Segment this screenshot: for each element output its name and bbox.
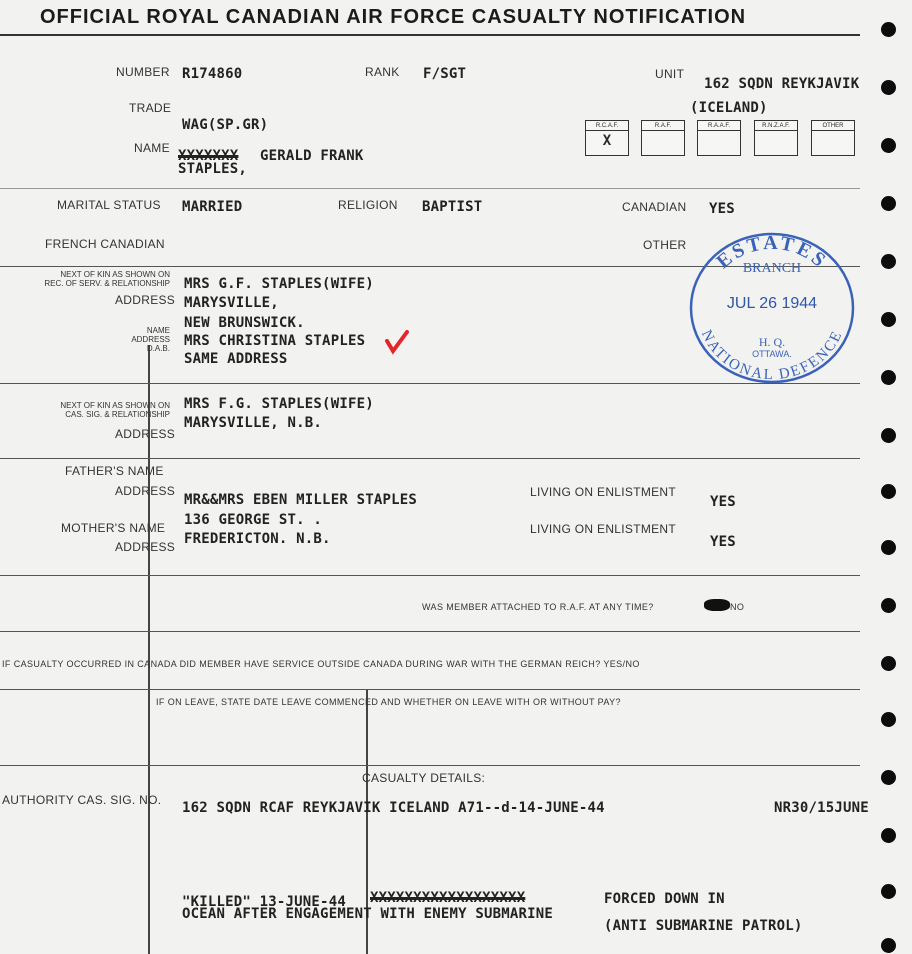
mother-living-value: YES: [710, 534, 736, 550]
crossed-out-text: XXXXXXXXXXXXXXXXXX: [370, 890, 526, 906]
document-title: OFFICIAL ROYAL CANADIAN AIR FORCE CASUALTY NOTIFICATION: [40, 6, 747, 28]
killed-text: "KILLED" 13-JUNE-44: [182, 894, 346, 910]
service-box-label: R.N.Z.A.F.: [755, 122, 797, 131]
number-label: NUMBER: [116, 65, 170, 79]
religion-value: BAPTIST: [422, 199, 483, 215]
nok-address-line1: MARYSVILLE,: [184, 295, 279, 311]
binder-hole: [881, 196, 896, 211]
casualty-details-label: CASUALTY DETAILS:: [362, 771, 486, 785]
mother-name-label: MOTHER'S NAME: [61, 521, 166, 535]
nok-service-value: MRS G.F. STAPLES(WIFE): [184, 276, 374, 292]
nok-cas-value: MRS F.G. STAPLES(WIFE): [184, 396, 374, 412]
details-line2: OCEAN AFTER ENGAGEMENT WITH ENEMY SUBMARINE: [182, 906, 554, 922]
binder-hole: [881, 254, 896, 269]
marital-status-value: MARRIED: [182, 199, 243, 215]
father-address-label: ADDRESS: [115, 484, 176, 498]
binder-hole: [881, 80, 896, 95]
marital-status-label: MARITAL STATUS: [57, 198, 161, 212]
binder-hole: [881, 884, 896, 899]
nok-cas-address-label: ADDRESS: [115, 427, 176, 441]
service-box-label: R.A.F.: [642, 122, 684, 131]
name-value-line2: STAPLES,: [178, 161, 248, 177]
raf-attached-question: WAS MEMBER ATTACHED TO R.A.F. AT ANY TIME?: [422, 602, 654, 612]
service-box-raf: [641, 120, 685, 156]
stamp-branch: BRANCH: [742, 261, 802, 276]
trade-label: TRADE: [129, 101, 172, 115]
nok-address-label: ADDRESS: [115, 293, 176, 307]
section-rule: [0, 383, 860, 384]
number-value: R174860: [182, 66, 243, 82]
unit-value-line2: (ICELAND): [690, 100, 768, 116]
canadian-value: YES: [709, 201, 735, 217]
binder-hole: [881, 656, 896, 671]
nok-address-line2: NEW BRUNSWICK.: [184, 315, 305, 331]
title-rule: [0, 34, 860, 36]
name-crossed-out: XXXXXXX: [178, 148, 239, 164]
service-box-label: OTHER: [812, 122, 854, 131]
parents-names-value: MR&&MRS EBEN MILLER STAPLES: [184, 492, 417, 508]
service-box-label: R.A.A.F.: [698, 122, 740, 131]
service-box-value: X: [602, 133, 612, 149]
parents-address-line1: 136 GEORGE ST. .: [184, 512, 323, 528]
estates-branch-stamp: [688, 231, 856, 385]
stamp-date: JUL 26 1944: [726, 295, 818, 312]
binder-hole: [881, 484, 896, 499]
nok-cas-label: NEXT OF KIN AS SHOWN ON CAS. SIG. & RELATIONSHIP: [60, 401, 170, 419]
service-box-rnzaf: [754, 120, 798, 156]
binder-hole: [881, 598, 896, 613]
father-living-value: YES: [710, 494, 736, 510]
binder-hole: [881, 828, 896, 843]
stamp-hq: H. Q.: [758, 335, 786, 349]
service-box-rcaf: [585, 120, 629, 156]
religion-label: RELIGION: [338, 198, 398, 212]
section-rule: [0, 631, 860, 632]
binder-hole: [881, 22, 896, 37]
name-value: GERALD FRANK: [260, 148, 364, 164]
details-line3: (ANTI SUBMARINE PATROL): [604, 918, 803, 934]
details-line1-end: FORCED DOWN IN: [604, 891, 725, 907]
unit-label: UNIT: [655, 67, 685, 81]
other-label: OTHER: [643, 238, 687, 252]
trade-value: WAG(SP.GR): [182, 117, 269, 133]
section-rule: [0, 575, 860, 576]
father-name-label: FATHER'S NAME: [65, 464, 164, 478]
mother-address-label: ADDRESS: [115, 540, 176, 554]
service-box-raaf: [697, 120, 741, 156]
outside-canada-question: IF CASUALTY OCCURRED IN CANADA DID MEMBER HAVE SERVICE OUTSIDE CANADA DURING WAR WITH THE GERMAN REICH? YES/NO: [2, 659, 640, 669]
service-box-label: R.C.A.F.: [586, 122, 628, 131]
nok-service-label: NEXT OF KIN AS SHOWN ON REC. OF SERV. & RELATIONSHIP: [44, 270, 170, 288]
leave-question: IF ON LEAVE, STATE DATE LEAVE COMMENCED AND WHETHER ON LEAVE WITH OR WITHOUT PAY?: [156, 697, 621, 707]
binder-hole: [881, 312, 896, 327]
section-rule: [0, 458, 860, 459]
french-canadian-label: FRENCH CANADIAN: [45, 237, 165, 251]
dab-name-value: MRS CHRISTINA STAPLES: [184, 333, 366, 349]
stamp-bottom-text: NATIONAL DEFENCE: [697, 327, 847, 384]
section-rule: [0, 689, 860, 690]
binder-hole: [881, 938, 896, 953]
binder-hole: [881, 712, 896, 727]
name-label: NAME: [134, 141, 170, 155]
unit-value: 162 SQDN REYKJAVIK: [704, 76, 860, 92]
mother-living-label: LIVING ON ENLISTMENT: [530, 522, 677, 536]
section-rule: [0, 188, 860, 189]
rank-label: RANK: [365, 65, 400, 79]
binder-hole: [881, 540, 896, 555]
stamp-top-text: ESTATES: [712, 231, 832, 274]
section-rule: [0, 765, 860, 766]
father-living-label: LIVING ON ENLISTMENT: [530, 485, 677, 499]
stamp-city: OTTAWA.: [752, 349, 792, 359]
dab-address-value: SAME ADDRESS: [184, 351, 288, 367]
service-box-other: [811, 120, 855, 156]
binder-hole: [881, 770, 896, 785]
canadian-label: CANADIAN: [622, 200, 687, 214]
raf-attached-answer: NO: [730, 602, 745, 612]
rank-value: F/SGT: [423, 66, 467, 82]
red-check-mark-icon: [384, 329, 410, 355]
parents-address-line2: FREDERICTON. N.B.: [184, 531, 331, 547]
binder-hole: [881, 428, 896, 443]
reference-value: NR30/15JUNE: [774, 800, 869, 816]
authority-label: AUTHORITY CAS. SIG. NO.: [2, 793, 162, 807]
authority-value: 162 SQDN RCAF REYKJAVIK ICELAND A71--d-14-JUNE-44: [182, 800, 605, 816]
ink-blot: [704, 599, 730, 611]
dab-labels: NAME ADDRESS D.A.B.: [131, 326, 170, 353]
nok-cas-address-value: MARYSVILLE, N.B.: [184, 415, 323, 431]
binder-hole: [881, 370, 896, 385]
binder-hole: [881, 138, 896, 153]
